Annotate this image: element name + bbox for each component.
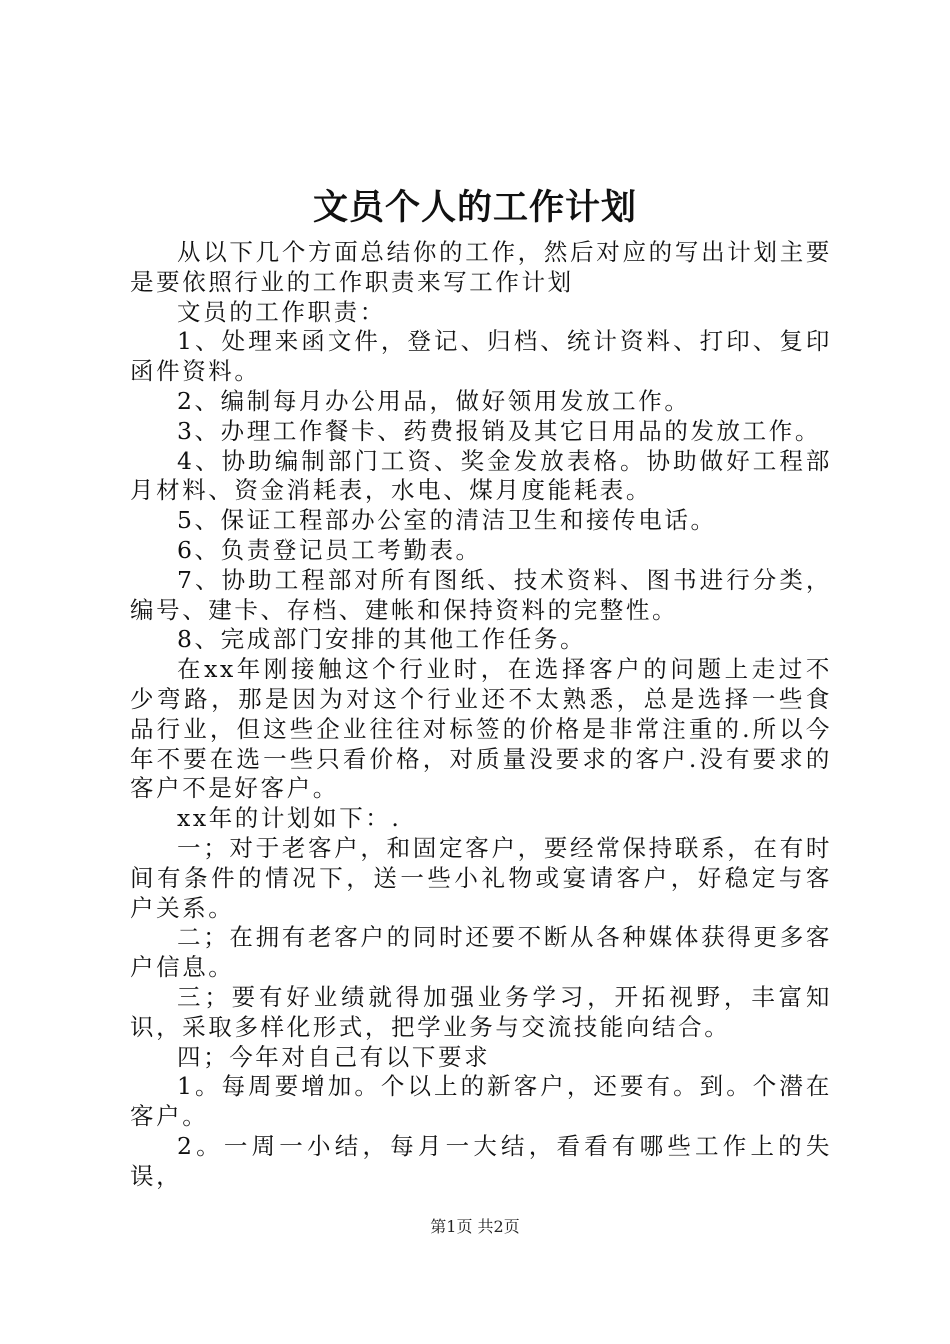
paragraph: 1。每周要增加。个以上的新客户，还要有。到。个潜在客户。 — [130, 1072, 832, 1131]
paragraph: 6、负责登记员工考勤表。 — [177, 535, 482, 564]
paragraph: 2。一周一小结，每月一大结，看看有哪些工作上的失误， — [130, 1131, 832, 1190]
paragraph: 7、协助工程部对所有图纸、技术资料、图书进行分类，编号、建卡、存档、建帐和保持资料的完整性。 — [130, 565, 832, 624]
paragraph: 二；在拥有老客户的同时还要不断从各种媒体获得更多客户信息。 — [130, 923, 832, 982]
page-number-footer: 第1页 共2页 — [430, 1217, 520, 1236]
paragraph: 2、编制每月办公用品，做好领用发放工作。 — [177, 386, 691, 415]
paragraph: 4、协助编制部门工资、奖金发放表格。协助做好工程部月材料、资金消耗表，水电、煤月度能耗表。 — [130, 446, 832, 505]
paragraph: 从以下几个方面总结你的工作，然后对应的写出计划主要是要依照行业的工作职责来写工作计划 — [130, 238, 832, 296]
paragraph: 5、保证工程部办公室的清洁卫生和接传电话。 — [177, 506, 717, 535]
paragraph: 1、处理来函文件，登记、归档、统计资料、打印、复印函件资料。 — [130, 327, 832, 386]
paragraph: 8、完成部门安排的其他工作任务。 — [177, 625, 587, 654]
paragraph: 四；今年对自己有以下要求 — [177, 1042, 491, 1071]
paragraph: 三；要有好业绩就得加强业务学习，开拓视野，丰富知识，采取多样化形式，把学业务与交流技能向结合。 — [130, 982, 832, 1041]
paragraph: 文员的工作职责： — [177, 297, 386, 326]
paragraph: 3、办理工作餐卡、药费报销及其它日用品的发放工作。 — [177, 416, 821, 445]
paragraph: xx年的计划如下：. — [177, 804, 402, 833]
document-body — [130, 238, 832, 1192]
document-title: 文员个人的工作计划 — [312, 187, 637, 228]
paragraph: 一；对于老客户，和固定客户，要经常保持联系，在有时间有条件的情况下，送一些小礼物或宴请客户，好稳定与客户关系。 — [130, 833, 832, 922]
paragraph: 在xx年刚接触这个行业时，在选择客户的问题上走过不少弯路，那是因为对这个行业还不太熟悉，总是选择一些食品行业，但这些企业往往对标签的价格是非常注重的.所以今年不要在选一些只看价格，对质量没要求的客户.没有要求的客户不是好客户。 — [130, 655, 832, 803]
